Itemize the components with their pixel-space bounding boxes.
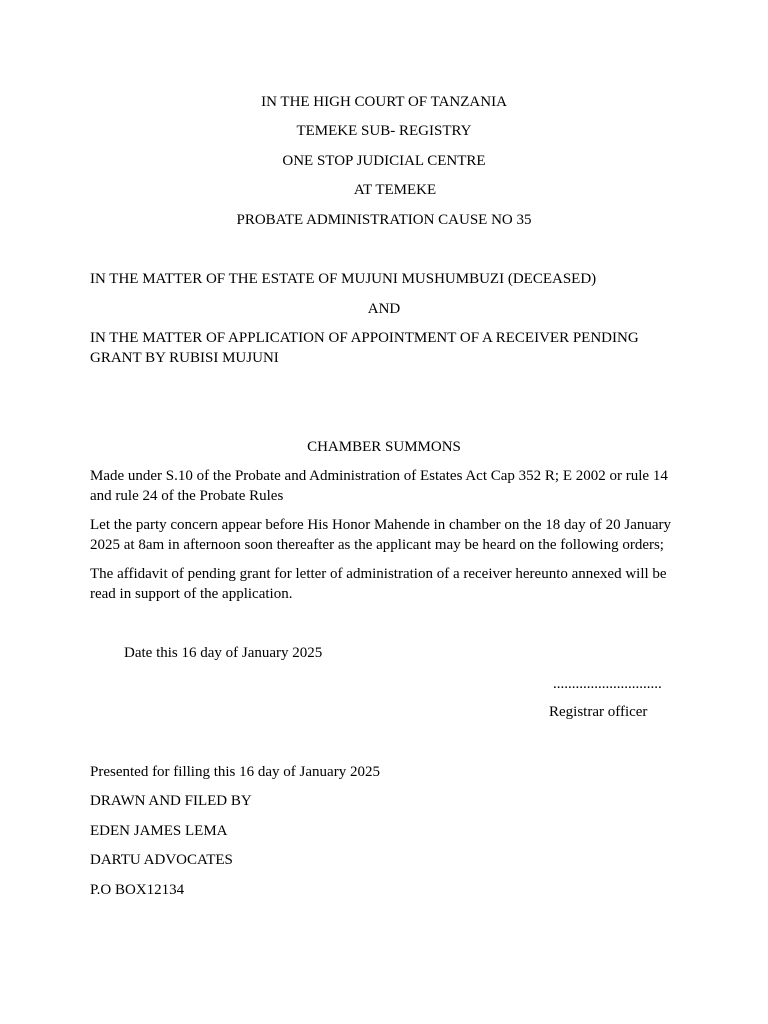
registrar-label: Registrar officer [549,704,648,720]
presented-line: Presented for filling this 16 day of January 2025 [90,764,380,780]
appearance-paragraph: Let the party concern appear before His Honor Mahende in chamber on the 18 day of 20 January 2025 at 8am in afternoon soon thereafter as the applicant may be heard on the following orders; [90,517,672,553]
application-matter: IN THE MATTER OF APPLICATION OF APPOINTMENT OF A RECEIVER PENDING GRANT BY RUBISI MUJUNI [90,330,639,366]
centre-heading: ONE STOP JUDICIAL CENTRE [282,153,486,169]
advocate-name: EDEN JAMES LEMA [90,823,228,839]
court-heading: IN THE HIGH COURT OF TANZANIA [261,94,507,110]
estate-matter: IN THE MATTER OF THE ESTATE OF MUJUNI MUSHUMBUZI (DECEASED) [90,271,597,287]
registry-heading: TEMEKE SUB- REGISTRY [296,123,472,139]
firm-name: DARTU ADVOCATES [90,852,233,868]
cause-heading: PROBATE ADMINISTRATION CAUSE NO 35 [236,212,532,228]
affidavit-paragraph: The affidavit of pending grant for letter of administration of a receiver hereunto annexed will be read in support of the application. [90,566,667,602]
date-line: Date this 16 day of January 2025 [124,645,323,661]
matter-conjunction: AND [367,301,401,317]
location-heading: AT TEMEKE [353,182,437,198]
document-title: CHAMBER SUMMONS [307,439,461,455]
drawn-filed-label: DRAWN AND FILED BY [90,793,252,809]
made-under-paragraph: Made under S.10 of the Probate and Administration of Estates Act Cap 352 R; E 2002 or rule 14 and rule 24 of the Probate Rules [90,468,668,504]
postal-address: P.O BOX12134 [90,882,185,898]
signature-line: ............................. [553,676,662,692]
